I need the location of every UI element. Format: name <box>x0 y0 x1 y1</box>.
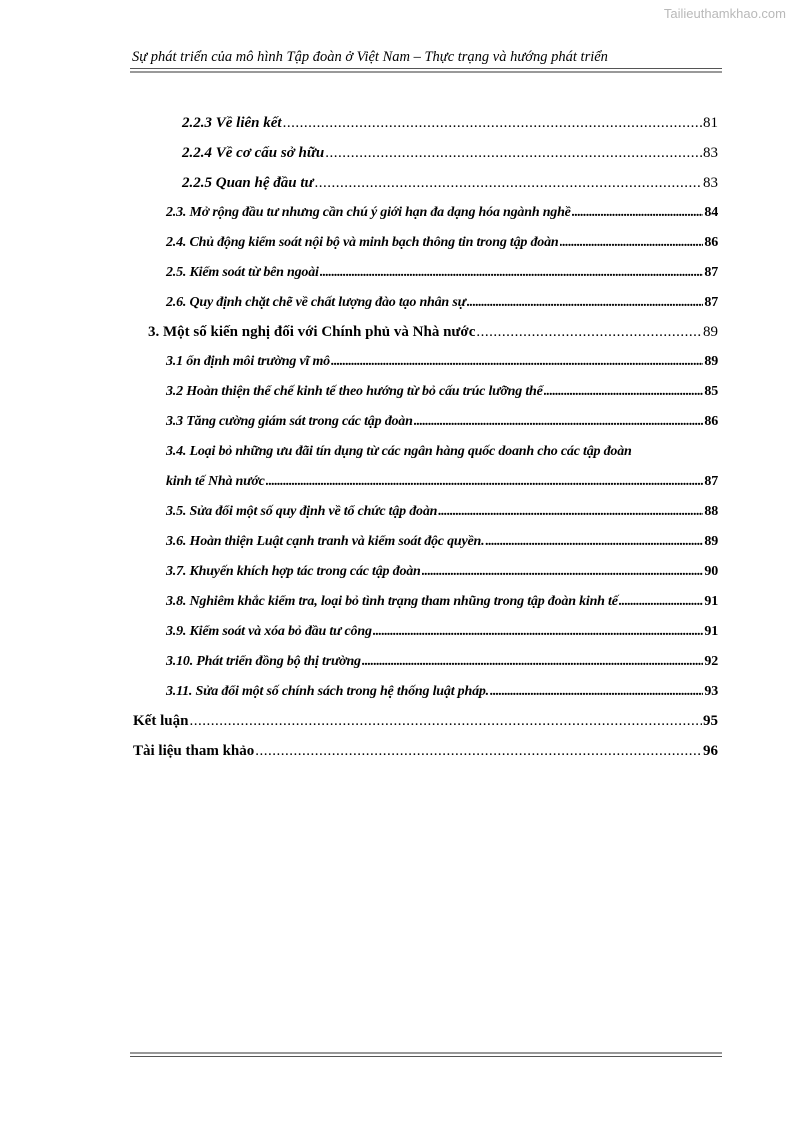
toc-entry-label: 2.2.3 Về liên kết <box>182 115 282 131</box>
toc-entry-page: 84 <box>704 205 718 220</box>
dot-leader <box>485 534 703 550</box>
dot-leader <box>572 205 704 221</box>
toc-entry-page: 93 <box>704 684 718 699</box>
dot-leader <box>320 265 704 281</box>
toc-entry-label: 3.11. Sửa đổi một số chính sách trong hệ thống luật pháp. <box>166 684 489 699</box>
toc-entry-label: Kết luận <box>133 713 189 729</box>
toc-entry-page: 83 <box>703 145 718 161</box>
toc-entry-page: 89 <box>703 324 718 340</box>
dot-leader <box>438 504 703 520</box>
toc-entry[interactable] <box>166 594 718 610</box>
toc-entry-label: kinh tế Nhà nước <box>166 474 265 489</box>
toc-entry-label: 2.5. Kiểm soát từ bên ngoài <box>166 265 319 280</box>
toc-entry[interactable] <box>166 265 718 281</box>
dot-leader <box>362 654 704 670</box>
toc-entry-label: 3.2 Hoàn thiện thể chế kinh tế theo hướng từ bỏ cấu trúc lưỡng thể <box>166 384 543 399</box>
toc-entry-page: 81 <box>703 115 718 131</box>
toc-entry[interactable] <box>166 624 718 640</box>
toc-entry[interactable] <box>166 684 718 700</box>
dot-leader <box>266 474 704 490</box>
toc-entry[interactable] <box>166 534 718 550</box>
toc-entry[interactable] <box>166 235 718 251</box>
toc-entry-page: 92 <box>704 654 718 669</box>
toc-entry[interactable] <box>166 354 718 370</box>
toc-entry[interactable] <box>166 384 718 400</box>
toc-entry-page: 89 <box>704 354 718 369</box>
dot-leader <box>467 295 704 311</box>
dot-leader <box>422 564 704 580</box>
dot-leader <box>283 115 702 132</box>
toc-entry-label: 2.2.4 Về cơ cấu sở hữu <box>182 145 325 161</box>
toc-entry-page: 91 <box>704 624 718 639</box>
toc-entry[interactable] <box>133 713 718 730</box>
toc-entry-page: 91 <box>704 594 718 609</box>
toc-entry-label: 3.5. Sửa đổi một số quy định về tổ chức tập đoàn <box>166 504 438 519</box>
dot-leader <box>325 145 702 162</box>
toc-entry-label: 2.3. Mở rộng đầu tư nhưng cần chú ý giới hạn đa dạng hóa ngành nghề <box>166 205 571 220</box>
toc-entry-page: 85 <box>704 384 718 399</box>
toc-entry[interactable] <box>166 504 718 520</box>
toc-entry[interactable] <box>166 414 718 430</box>
dot-leader <box>414 414 704 430</box>
header-rule-secondary <box>130 71 722 73</box>
dot-leader <box>331 354 703 370</box>
dot-leader <box>560 235 704 251</box>
toc-entry[interactable] <box>182 175 718 192</box>
footer-rule <box>130 1052 722 1054</box>
toc-entry-page: 95 <box>703 713 718 729</box>
toc-entry-label: 3.9. Kiểm soát và xóa bỏ đầu tư công <box>166 624 372 639</box>
toc-entry-label: Tài liệu tham khảo <box>133 743 255 759</box>
toc-entry-label: 3.10. Phát triển đồng bộ thị trường <box>166 654 361 669</box>
dot-leader <box>544 384 704 400</box>
toc-entry[interactable] <box>182 145 718 162</box>
toc-entry-page: 86 <box>704 414 718 429</box>
toc-entry[interactable] <box>133 743 718 760</box>
toc-entry[interactable] <box>166 205 718 221</box>
toc-entry-label: 3.8. Nghiêm khắc kiểm tra, loại bỏ tình trạng tham nhũng trong tập đoàn kinh tế <box>166 594 618 609</box>
toc-entry[interactable] <box>182 115 718 132</box>
dot-leader <box>255 743 702 760</box>
toc-entry-page: 96 <box>703 743 718 759</box>
toc-entry-label: 2.6. Quy định chặt chẽ về chất lượng đào tạo nhân sự <box>166 295 466 310</box>
header-rule <box>130 68 722 69</box>
toc-entry[interactable] <box>166 474 718 490</box>
toc-entry[interactable] <box>166 564 718 580</box>
dot-leader <box>189 713 702 730</box>
toc-entry-page: 87 <box>704 295 718 310</box>
watermark: Tailieuthamkhao.com <box>663 6 786 21</box>
toc-entry-page: 87 <box>704 265 718 280</box>
toc-entry-page: 89 <box>704 534 718 549</box>
dot-leader <box>476 324 702 341</box>
dot-leader <box>315 175 702 192</box>
dot-leader <box>373 624 704 640</box>
dot-leader <box>619 594 704 610</box>
running-header: Sự phát triển của mô hình Tập đoàn ở Việt Nam – Thực trạng và hướng phát triển <box>132 49 608 65</box>
toc-entry-page: 87 <box>704 474 718 489</box>
toc-entry-page: 90 <box>704 564 718 579</box>
toc-entry-label: 3.3 Tăng cường giám sát trong các tập đoàn <box>166 414 413 429</box>
toc-entry-page: 86 <box>704 235 718 250</box>
toc-entry-page: 83 <box>703 175 718 191</box>
footer-rule-secondary <box>130 1056 722 1057</box>
toc-entry[interactable] <box>166 654 718 670</box>
toc-entry-label-line1[interactable]: 3.4. Loại bỏ những ưu đãi tín dụng từ các ngân hàng quốc doanh cho các tập đoàn <box>166 444 632 459</box>
toc-entry-label: 3.1 ổn định môi trường vĩ mô <box>166 354 330 369</box>
toc-entry-label: 3. Một số kiến nghị đối với Chính phủ và Nhà nước <box>148 324 476 340</box>
toc-entry[interactable] <box>166 295 718 311</box>
toc-entry-label: 3.6. Hoàn thiện Luật cạnh tranh và kiểm soát độc quyền. <box>166 534 485 549</box>
toc-entry[interactable] <box>148 324 718 341</box>
toc-entry-page: 88 <box>704 504 718 519</box>
toc-entry-label: 2.2.5 Quan hệ đầu tư <box>182 175 314 191</box>
toc-entry-label: 3.7. Khuyến khích hợp tác trong các tập đoàn <box>166 564 421 579</box>
toc-entry-label: 2.4. Chủ động kiểm soát nội bộ và minh bạch thông tin trong tập đoàn <box>166 235 559 250</box>
dot-leader <box>490 684 703 700</box>
